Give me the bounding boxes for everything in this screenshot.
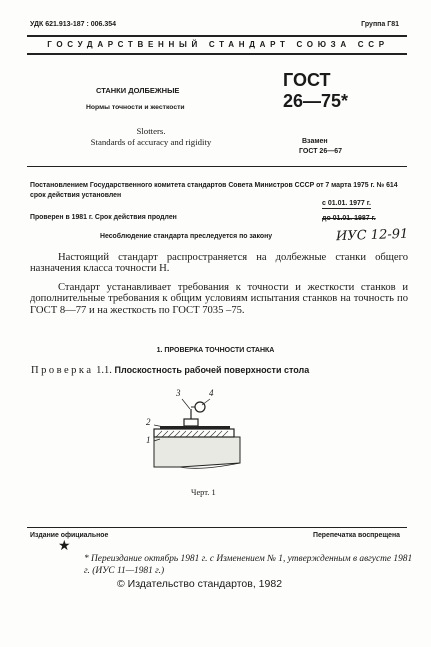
document-title: СТАНКИ ДОЛБЕЖНЫЕ	[96, 86, 180, 95]
figure-label-3: 3	[176, 388, 181, 398]
table-base	[154, 437, 240, 467]
term-old-struck: до 01.01. 1987 г.	[322, 215, 376, 222]
decree-text: Постановлением Государственного комитета стандартов Совета Министров СССР от 7 марта 1975 г. № 614 срок действия установлен	[30, 182, 398, 199]
header-rule	[27, 53, 407, 55]
edition-label: Издание официальное	[30, 532, 109, 539]
reprint-notice: Перепечатка воспрещена	[313, 532, 400, 539]
check-title: Плоскостность рабочей поверхности стола	[114, 365, 310, 375]
check-number: 1.1.	[96, 365, 112, 376]
star-icon: ★	[58, 538, 71, 554]
document-subtitle: Нормы точности и жесткости	[86, 104, 185, 111]
leader-4	[202, 399, 210, 405]
english-title	[82, 126, 220, 148]
group-code: Группа Г81	[361, 21, 399, 28]
gost-label: ГОСТ	[283, 70, 331, 90]
indicator-stand	[184, 419, 198, 426]
standard-title: ГОСУДАРСТВЕННЫЙ СТАНДАРТ СОЮЗА ССР	[47, 40, 389, 49]
figure-drawing	[140, 388, 250, 479]
figure-caption: Черт. 1	[191, 488, 216, 497]
handwritten-note: ИУС 12-91	[335, 226, 409, 245]
hatching	[156, 431, 228, 437]
footer-rule	[27, 527, 407, 528]
replaces-label: Взамен	[302, 138, 328, 145]
figure-label-4: 4	[209, 388, 214, 398]
term-old	[322, 215, 376, 222]
top-rule	[27, 35, 407, 37]
figure-svg	[140, 393, 250, 475]
figure-label-2: 2	[146, 417, 151, 427]
udk-code: УДК 621.913-187 : 006.354	[30, 21, 117, 28]
english-title-text: Slotters. Standards of accuracy and rigidity	[90, 126, 212, 147]
paragraph-scope: Настоящий стандарт распространяется на долбежные станки общего назначения класса точности Н.	[30, 252, 408, 275]
replaces-block	[299, 137, 342, 156]
leader-3	[182, 399, 190, 409]
reissue-note: * Переиздание октябрь 1981 г. с Изменением № 1, утвержденным в августе 1981 г. (ИУС 11—1981 г.)	[84, 554, 413, 576]
title-rule	[27, 166, 407, 167]
figure-label-1: 1	[146, 435, 151, 445]
penalty-notice: Несоблюдение стандарта преследуется по закону	[100, 233, 273, 240]
section-heading: 1. ПРОВЕРКА ТОЧНОСТИ СТАНКА	[156, 347, 275, 354]
term-start: с 01.01. 1977 г.	[322, 200, 371, 207]
checked-text: Проверен в 1981 г. Срок действия продлен	[30, 214, 177, 221]
check-label: Проверка	[31, 365, 94, 376]
replaces-value: ГОСТ 26—67	[299, 147, 342, 155]
paragraph-requirements: Стандарт устанавливает требования к точности и жесткости станков и дополнительные требования к общим условиям испытания станков на точность по ГОСТ 8—77 и на жесткость по ГОСТ 7035 –75.	[30, 282, 408, 316]
gost-number: 26—75*	[283, 91, 349, 111]
check-line	[31, 365, 309, 376]
copyright: © Издательство стандартов, 1982	[117, 578, 283, 590]
